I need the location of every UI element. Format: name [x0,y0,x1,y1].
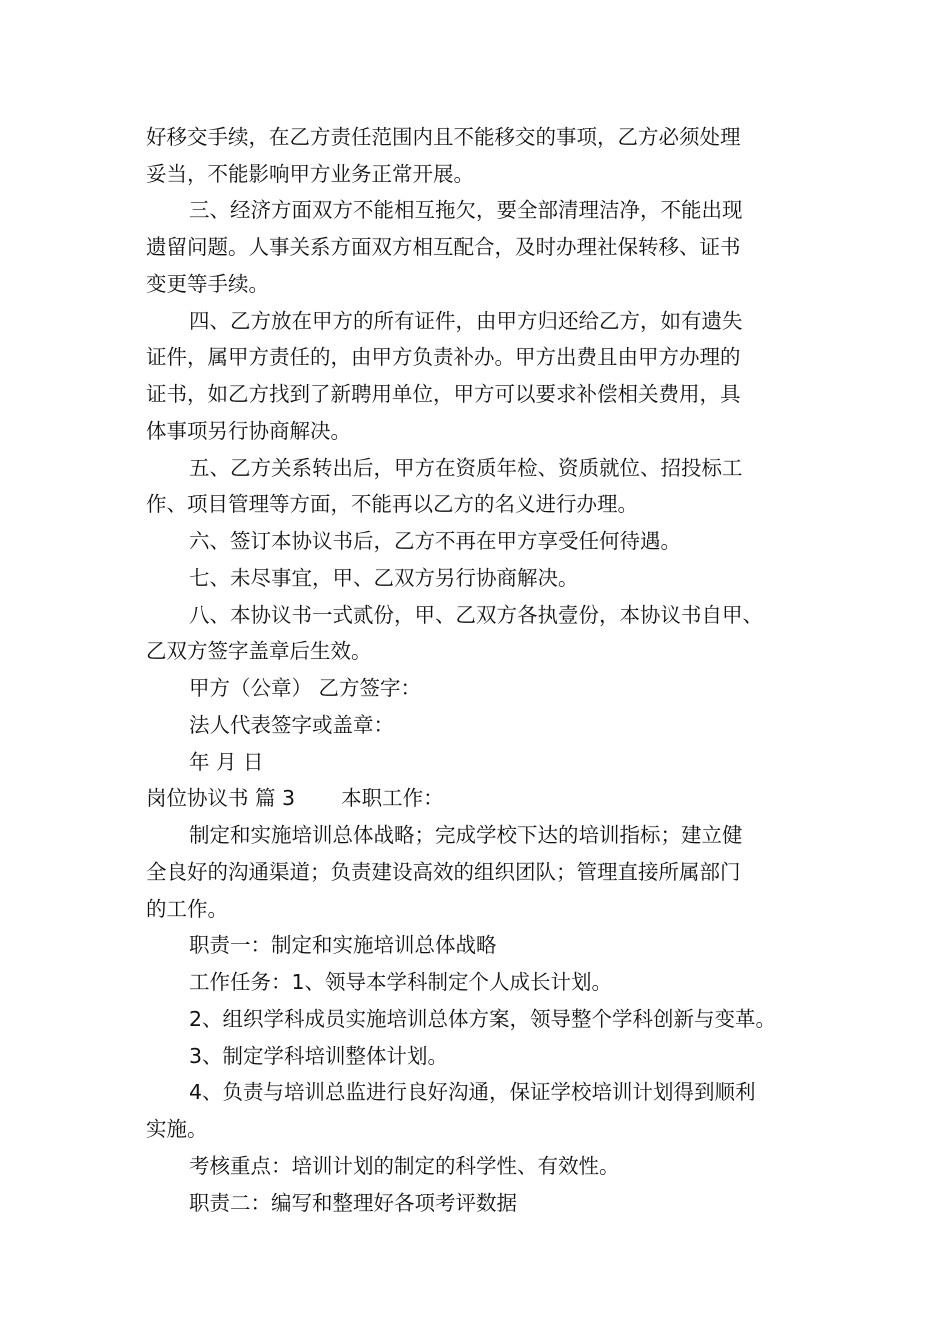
text-line: 2、组织学科成员实施培训总体方案，领导整个学科创新与变革。 [189,1007,777,1031]
text-line: 考核重点：培训计划的制定的科学性、有效性。 [189,1154,620,1178]
text-line: 职责一：制定和实施培训总体战略 [189,933,497,957]
text-line: 4、负责与培训总监进行良好沟通，保证学校培训计划得到顺利 [189,1080,756,1104]
section-title: 岗位协议书 篇 3 [146,786,296,810]
text-line: 妥当，不能影响甲方业务正常开展。 [146,162,474,186]
text-line: 全良好的沟通渠道；负责建设高效的组织团队；管理直接所属部门 [146,860,741,884]
text-line: 三、经济方面双方不能相互拖欠，要全部清理洁净，不能出现 [189,198,743,222]
text-line: 3、制定学科培训整体计划。 [189,1044,449,1068]
signature-line: 甲方（公章） 乙方签字： [189,676,422,700]
text-line: 六、签订本协议书后，乙方不再在甲方享受任何待遇。 [189,529,681,553]
text-line: 七、未尽事宜，甲、乙双方另行协商解决。 [189,566,579,590]
text-line: 遗留问题。人事关系方面双方相互配合，及时办理社保转移、证书 [146,235,741,259]
text-line: 八、本协议书一式贰份，甲、乙双方各执壹份，本协议书自甲、 [189,603,763,627]
representative-line: 法人代表签字或盖章： [189,713,394,737]
text-line: 的工作。 [146,897,228,921]
text-line: 变更等手续。 [146,272,269,296]
text-line: 体事项另行协商解决。 [146,419,351,443]
text-line: 证书，如乙方找到了新聘用单位，甲方可以要求补偿相关费用，具 [146,382,741,406]
text-line: 乙双方签字盖章后生效。 [146,639,372,663]
text-line: 职责二：编写和整理好各项考评数据 [189,1191,517,1215]
date-line: 年 月 日 [189,750,264,774]
text-line: 好移交手续，在乙方责任范围内且不能移交的事项，乙方必须处理 [146,125,741,149]
text-line: 实施。 [146,1117,208,1141]
text-line: 制定和实施培训总体战略；完成学校下达的培训指标；建立健 [189,823,743,847]
text-line: 证件，属甲方责任的，由甲方负责补办。甲方出费且由甲方办理的 [146,345,741,369]
text-line: 作、项目管理等方面，不能再以乙方的名义进行办理。 [146,492,638,516]
section-heading [146,784,444,812]
text-line: 四、乙方放在甲方的所有证件，由甲方归还给乙方，如有遗失 [189,309,743,333]
section-label: 本职工作： [341,786,444,810]
text-line: 工作任务：1、领导本学科制定个人成长计划。 [189,970,613,994]
text-line: 五、乙方关系转出后，甲方在资质年检、资质就位、招投标工 [189,456,743,480]
